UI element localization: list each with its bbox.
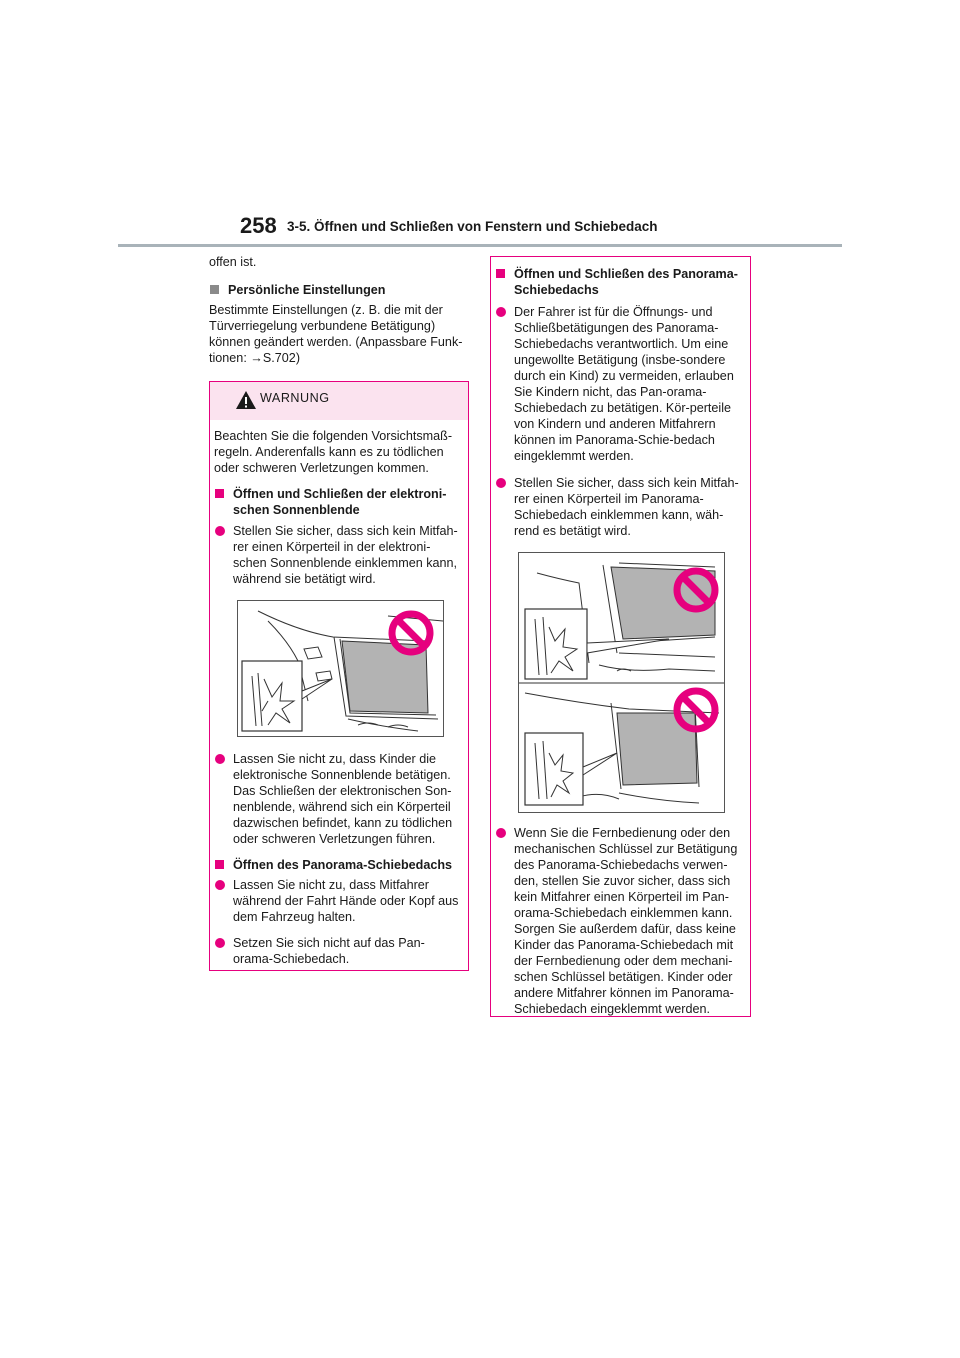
prohibition-icon [671,565,721,615]
panorama-illustration [518,552,725,813]
right-warning-body [491,257,750,1017]
sunshade-heading-text: Öffnen und Schließen der elektroni-schen Sonnenblende [233,487,447,517]
personal-settings-heading [209,282,471,298]
warning-triangle-icon [235,390,257,410]
panorama-bullet-2-text: Stellen Sie sicher, dass sich kein Mitfah-rer einen Körperteil im Panorama-Schiebedach einklemmen kann, wäh-rend es betätigt wird. [514,476,739,538]
panorama-bullet-3-text: Wenn Sie die Fernbedienung oder den mechanischen Schlüssel zur Betätigung des Panorama-Schiebedachs verwen-den, stellen Sie zuvor sicher, dass sich kein Mitfahrer einen Körperteil im Pan-orama-Schiebedach einklemmen kann. Sorgen Sie außerdem dafür, dass keine Kinder das Panorama-Schiebedach mit der Fernbedienung oder dem mechani-schen Schlüssel betätigen. Kinder oder andere Mitfahrer können im Panorama-Schiebedach eingeklemmt werden. [514,826,738,1016]
bullet-dot-icon [215,754,225,764]
open-roof-bullet-1 [214,877,460,925]
panorama-bullet-1-text: Der Fahrer ist für die Öffnungs- und Schließbetätigungen des Panorama-Schiebedachs verantwortlich. Um eine ungewollte Betätigung (insbe-sondere durch ein Kind) zu vermeiden, erlauben Sie Kindern nicht, das Pan-orama-Schiebedach zu betätigen. Kör-perteile von Kindern und anderen Mitfahrern können im Panorama-Schie-bedach eingeklemmt werden. [514,305,734,463]
square-bullet-icon [215,860,224,869]
bullet-dot-icon [215,526,225,536]
personal-settings-text: Bestimmte Einstellungen (z. B. die mit der Türverriegelung verbundene Betätigung) können geändert werden. (Anpassbare Funk-tionen: →S.702) [209,303,463,365]
sunshade-bullet-1 [214,523,460,587]
warning-label: WARNUNG [260,391,330,405]
panorama-heading-text: Öffnen und Schließen des Panorama-Schiebedachs [514,267,738,297]
warning-body [210,420,468,967]
bullet-dot-icon [496,478,506,488]
panorama-bullet-3 [495,825,742,1017]
section-title: 3-5. Öffnen und Schließen von Fenstern und Schiebedach [287,219,658,234]
bullet-dot-icon [496,307,506,317]
header-rule [118,244,842,247]
warning-box [209,381,469,971]
intro-text: offen ist. [209,255,257,269]
open-roof-bullet-1-text: Lassen Sie nicht zu, dass Mitfahrer während der Fahrt Hände oder Kopf aus dem Fahrzeug halten. [233,878,459,924]
warning-intro: Beachten Sie die folgenden Vorsichtsmaß-regeln. Anderenfalls kann es zu tödlichen oder schweren Verletzungen kommen. [214,429,453,475]
panorama-heading [495,266,742,298]
personal-settings-heading-text: Persönliche Einstellungen [228,283,386,297]
open-roof-bullet-2-text: Setzen Sie sich nicht auf das Pan-orama-Schiebedach. [233,936,425,966]
open-roof-bullet-2 [214,935,460,967]
right-warning-box [490,256,751,1017]
page-number: 258 [240,213,277,238]
open-roof-heading [214,857,460,873]
sunshade-bullet-2-text: Lassen Sie nicht zu, dass Kinder die elektronische Sonnenblende betätigen. Das Schließen der elektronischen Son-nenblende, während sich ein Körperteil dazwischen befindet, kann zu tödlichen oder schweren Verletzungen führen. [233,752,453,846]
sunshade-bullet-2 [214,751,460,847]
sunshade-bullet-1-text: Stellen Sie sicher, dass sich kein Mitfah-rer einen Körperteil in der elektroni-schen Sonnenblende einklemmen kann, während sie betätigt wird. [233,524,458,586]
panorama-bullet-1 [495,304,742,464]
square-bullet-icon [215,489,224,498]
bullet-dot-icon [215,880,225,890]
prohibition-icon [386,608,436,658]
left-column [209,254,471,366]
bullet-dot-icon [215,938,225,948]
square-bullet-icon [210,285,219,294]
sunshade-illustration [237,600,444,737]
sunshade-heading [214,486,460,518]
open-roof-heading-text: Öffnen des Panorama-Schiebedachs [233,858,453,872]
square-bullet-icon [496,269,505,278]
panorama-bullet-2 [495,475,742,539]
prohibition-icon [671,685,721,735]
warning-header [210,382,468,420]
bullet-dot-icon [496,828,506,838]
